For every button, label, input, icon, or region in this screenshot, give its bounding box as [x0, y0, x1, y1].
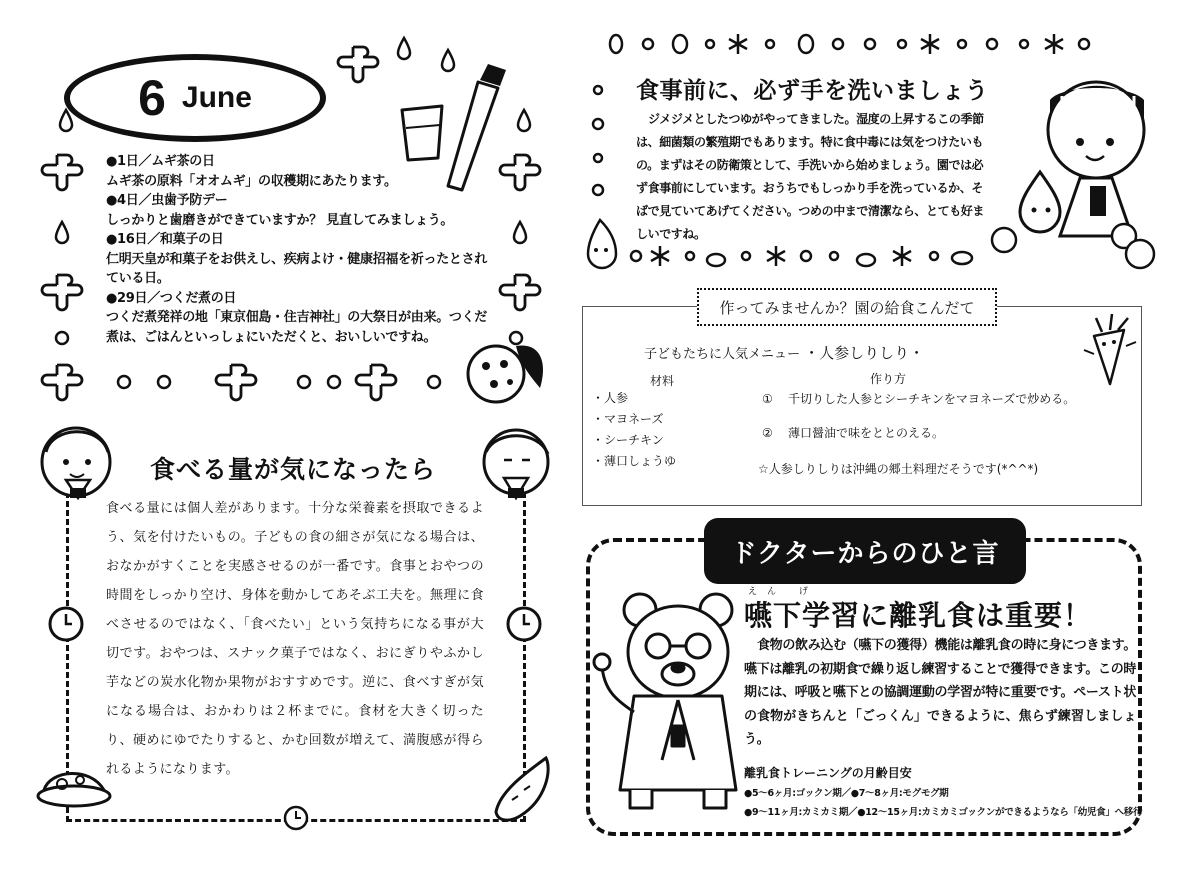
event-title: ●29日／つくだ煮の日 [106, 290, 237, 306]
step-text: 薄口醤油で味をととのえる。 [788, 426, 945, 440]
menu-note: ☆人参しりしりは沖縄の郷土料理だそうです(*^^*) [758, 462, 1039, 476]
eating-title: 食べる量が気になったら [150, 455, 437, 484]
ages-line: ●5～6ヶ月:ゴックン期／●7～8ヶ月:モグモグ期 [744, 788, 949, 799]
step-number: ② [762, 426, 773, 440]
menu-intro-text: 子どもたちに人気メニュー [644, 347, 801, 362]
doctor-subtitle: 離乳食トレーニングの月齢目安 [744, 766, 912, 780]
step-text: 千切りした人参とシーチキンをマヨネーズで炒める。 [788, 392, 1076, 406]
list-item: ・ 人参 [592, 388, 676, 409]
doctor-tab: ドクターからのひと言 [704, 518, 1026, 584]
doctor-title: 嚥下学習に離乳食は重要！ [744, 599, 1093, 632]
bear-doctor-icon [594, 594, 736, 808]
event-desc: ムギ茶の原料「オオムギ」の収穫期にあたります。 [106, 173, 397, 189]
event-title: ●4日／虫歯予防デー [106, 193, 228, 208]
handwash-body-text: ジメジメとしたつゆがやってきました。湿度の上昇するこの季節は、細菌類の繁殖期でもあります。特に食中毒には気をつけたいもの。まずはその防衛策として、手洗いから始めましょう。園では必ず食事前にしています。おうちでもしっかり手を洗っているか、そばで見ていてあげてください。つめの中まで清潔なら、とても好ましいですね。 [636, 112, 985, 241]
steps-heading: 作り方 [870, 372, 907, 386]
eating-body: 食べる量には個人差があります。十分な栄養素を摂取できるよう、気を付けたいもの。子どもの食の細さが気になる場合は、おなかがすくことを実感させるのが一番です。食事とおやつの時間をしっかり空け、身体を動かしてあそぶ工夫を。無理に食べさせるのではなく、「食べたい」という気持ちになる事が大切です。おやつは、スナック菓子ではなく、おにぎりやふかし芋などの炭水化物か果物がおすすめです。逆に、食べすぎが気になる場合は、おかわりは２杯までに。食材を大きく切ったり、硬めにゆでたりすると、かむ回数が増えて、満腹感が得られるようになります。 [106, 501, 484, 777]
list-item: ・ マヨネーズ [592, 409, 676, 430]
event-title: ●16日／和菓子の日 [106, 232, 224, 247]
doctor-title-ruby: えん げ [748, 587, 818, 597]
event-title: ●1日／ムギ茶の日 [106, 154, 215, 169]
list-item: ・ シーチキン [592, 430, 676, 451]
ingredients-heading: 材料 [650, 374, 675, 388]
handwash-title: 食事前に、必ず手を洗いましょう [636, 78, 989, 104]
event-desc: つくだ煮発祥の地「東京佃島・住吉神社」の大祭日が由来。つくだ煮は、ごはんといっしょにいただくと、おいしいですね。 [106, 310, 488, 345]
step-number: ① [762, 392, 773, 406]
month-number: 6 [138, 70, 166, 126]
ages-line: ●9～11ヶ月:カミカミ期／●12～15ヶ月:カミカミゴックンができるようなら「幼児食」へ移行 [744, 807, 1143, 818]
menu-label: 作ってみませんか？園の給食こんだて [697, 288, 997, 326]
event-desc: 仁明天皇が和菓子をお供えし、疾病よけ・健康招福を祈ったとされている日。 [106, 251, 488, 286]
menu-dish: ・人参しりしり・ [804, 344, 925, 362]
event-desc: しっかりと歯磨きができていますか？ 見直してみましょう。 [106, 212, 454, 228]
month-name: June [181, 81, 252, 114]
list-item: ・ 薄口しょうゆ [592, 451, 676, 472]
doctor-body: 食物の飲み込む（嚥下の獲得）機能は離乳食の時に身につきます。嚥下は離乳の初期食で繰り返し練習することで獲得できます。この時期には、呼吸と嚥下との協調運動の学習が特に重要です。ペースト状の食物がきちんと「ごっくん」できるように、焦らず練習しましょう。 [744, 638, 1136, 747]
doctor-ages [744, 784, 1142, 822]
